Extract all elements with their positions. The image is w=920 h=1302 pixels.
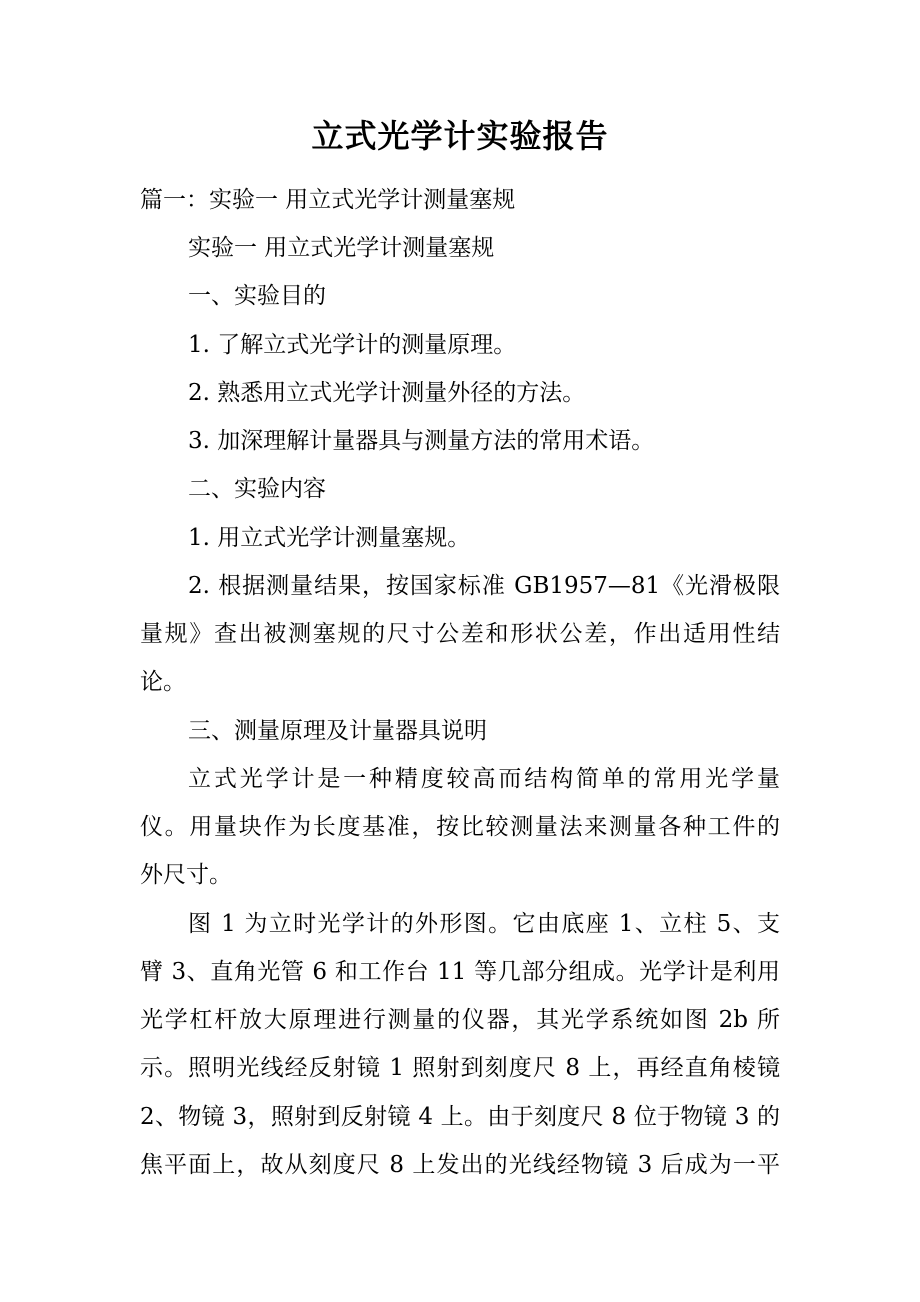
principle-para-1-line-3: 外尺寸。: [140, 862, 232, 888]
principle-para-2-line-5: 2、物镜 3，照射到反射镜 4 上。由于刻度尺 8 位于物镜 3 的: [140, 1104, 780, 1130]
content-item-2-line-2: 量规》查出被测塞规的尺寸公差和形状公差，作出适用性结: [140, 621, 780, 647]
principle-para-2-line-1: 图 1 为立时光学计的外形图。它由底座 1、立柱 5、支: [188, 911, 780, 937]
principle-para-2-line-4: 示。照明光线经反射镜 1 照射到刻度尺 8 上，再经直角棱镜: [140, 1055, 780, 1081]
principle-para-1-line-1: 立式光学计是一种精度较高而结构简单的常用光学量: [188, 766, 780, 792]
principle-para-1-line-2: 仪。用量块作为长度基准，按比较测量法来测量各种工件的: [140, 814, 780, 840]
content-item-2-line-1: 2. 根据测量结果，按国家标准 GB1957—81《光滑极限: [188, 573, 780, 599]
purpose-item-1: 1. 了解立式光学计的测量原理。: [188, 332, 517, 358]
principle-para-2-line-3: 光学杠杆放大原理进行测量的仪器，其光学系统如图 2b 所: [140, 1007, 780, 1033]
heading-content: 二、实验内容: [188, 476, 326, 502]
experiment-heading: 实验一 用立式光学计测量塞规: [188, 235, 495, 261]
heading-principle: 三、测量原理及计量器具说明: [188, 718, 487, 744]
content-item-2-line-3: 论。: [140, 669, 186, 695]
section-heading: 篇一：实验一 用立式光学计测量塞规: [140, 187, 516, 213]
purpose-item-2: 2. 熟悉用立式光学计测量外径的方法。: [188, 380, 586, 406]
purpose-item-3: 3. 加深理解计量器具与测量方法的常用术语。: [188, 428, 655, 454]
document-title: 立式光学计实验报告: [311, 117, 609, 155]
content-item-1: 1. 用立式光学计测量塞规。: [188, 525, 471, 551]
principle-para-2-line-6: 焦平面上，故从刻度尺 8 上发出的光线经物镜 3 后成为一平: [140, 1152, 780, 1178]
principle-para-2-line-2: 臂 3、直角光管 6 和工作台 11 等几部分组成。光学计是利用: [140, 959, 780, 985]
heading-purpose: 一、实验目的: [188, 283, 326, 309]
